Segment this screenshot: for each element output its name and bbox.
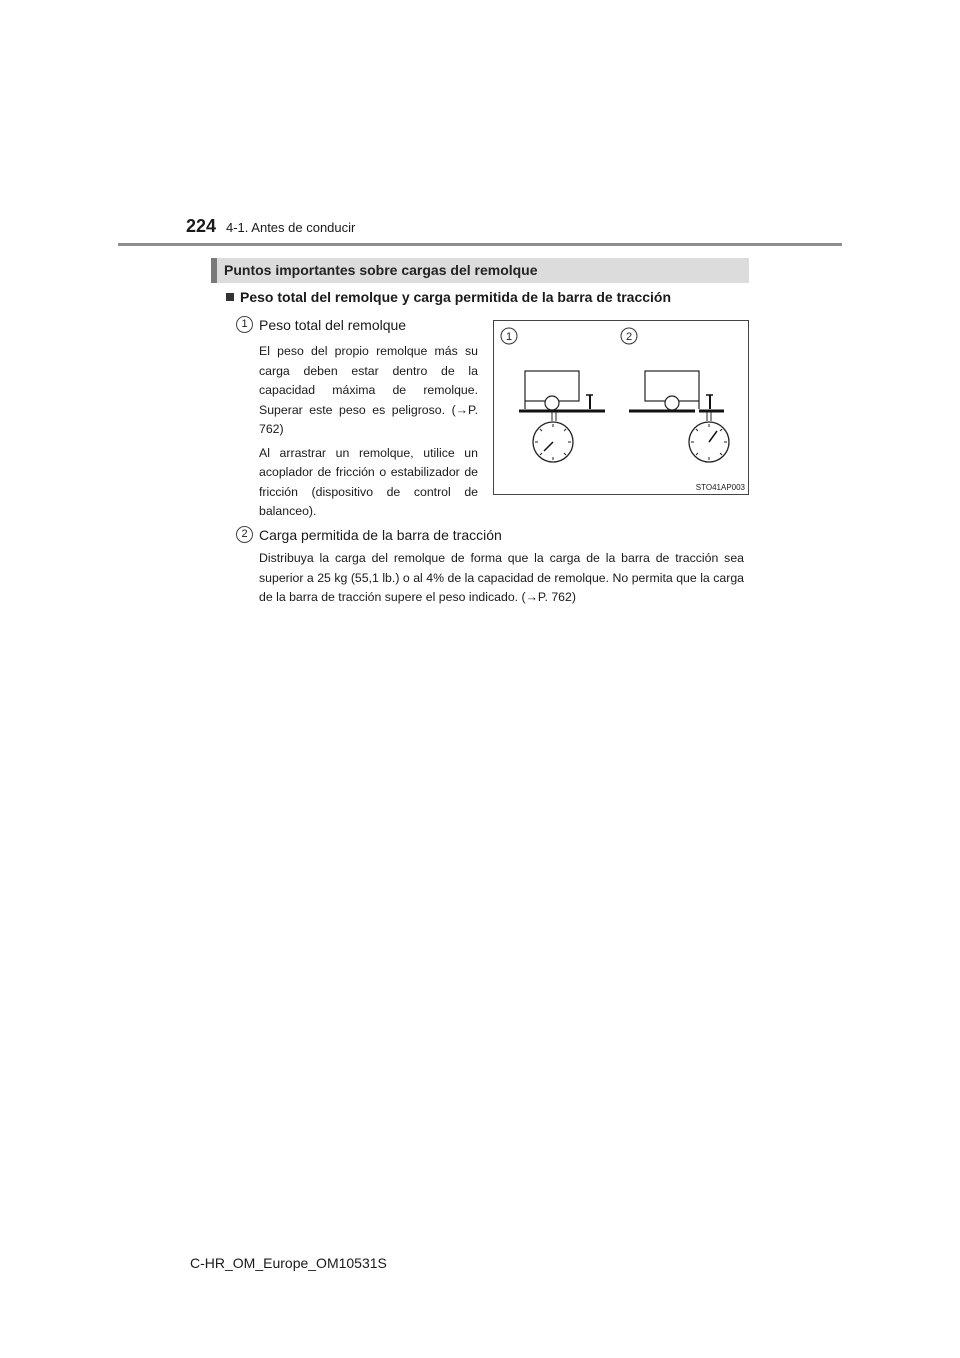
hitch-on-scale-diagram xyxy=(629,371,729,462)
item-number-badge: 1 xyxy=(236,316,253,333)
topic-title xyxy=(226,289,671,305)
figure-code: STO41AP003 xyxy=(695,483,745,492)
item-body xyxy=(259,549,744,612)
section-title: Puntos importantes sobre cargas del remolque xyxy=(224,262,538,278)
section-path: 4-1. Antes de conducir xyxy=(226,220,356,235)
figure-label-1 xyxy=(501,328,517,344)
topic-title-text: Peso total del remolque y carga permitida de la barra de tracción xyxy=(240,289,672,305)
item-title: Carga permitida de la barra de tracción xyxy=(259,527,502,543)
section-header xyxy=(211,258,749,283)
figure-label-1-text: 1 xyxy=(505,331,513,343)
trailer-wheel xyxy=(665,396,679,410)
item-body xyxy=(259,342,478,526)
trailer-weight-figure xyxy=(493,320,749,495)
paragraph: Al arrastrar un remolque, utilice un acoplador de fricción o estabilizador de fricción (dispositivo de control de balanceo). xyxy=(259,445,478,518)
figure-label-2 xyxy=(621,328,637,344)
trailer-on-scale-diagram xyxy=(519,371,605,462)
figure-label-2-text: 2 xyxy=(625,331,633,343)
page-number: 224 xyxy=(186,216,217,236)
paragraph: Distribuya la carga del remolque de forma que la carga de la barra de tracción sea superior a 25 kg (55,1 lb.) o al 4% de la capacidad de remolque. No permita que la carga de la barra de tracción supere el peso indicado. (→P. 762) xyxy=(259,551,744,604)
trailer-scale-diagram xyxy=(494,321,748,494)
item-title: Peso total del remolque xyxy=(259,317,407,333)
paragraph: El peso del propio remolque más su carga deben estar dentro de la capacidad máxima de remolque. Superar este peso es peligroso. (→P. 762) xyxy=(259,344,478,436)
square-bullet-icon xyxy=(226,293,234,301)
header-divider xyxy=(118,243,842,246)
trailer-wheel xyxy=(545,396,559,410)
document-id: C-HR_OM_Europe_OM10531S xyxy=(190,1255,387,1271)
item-number-badge: 2 xyxy=(236,526,253,543)
